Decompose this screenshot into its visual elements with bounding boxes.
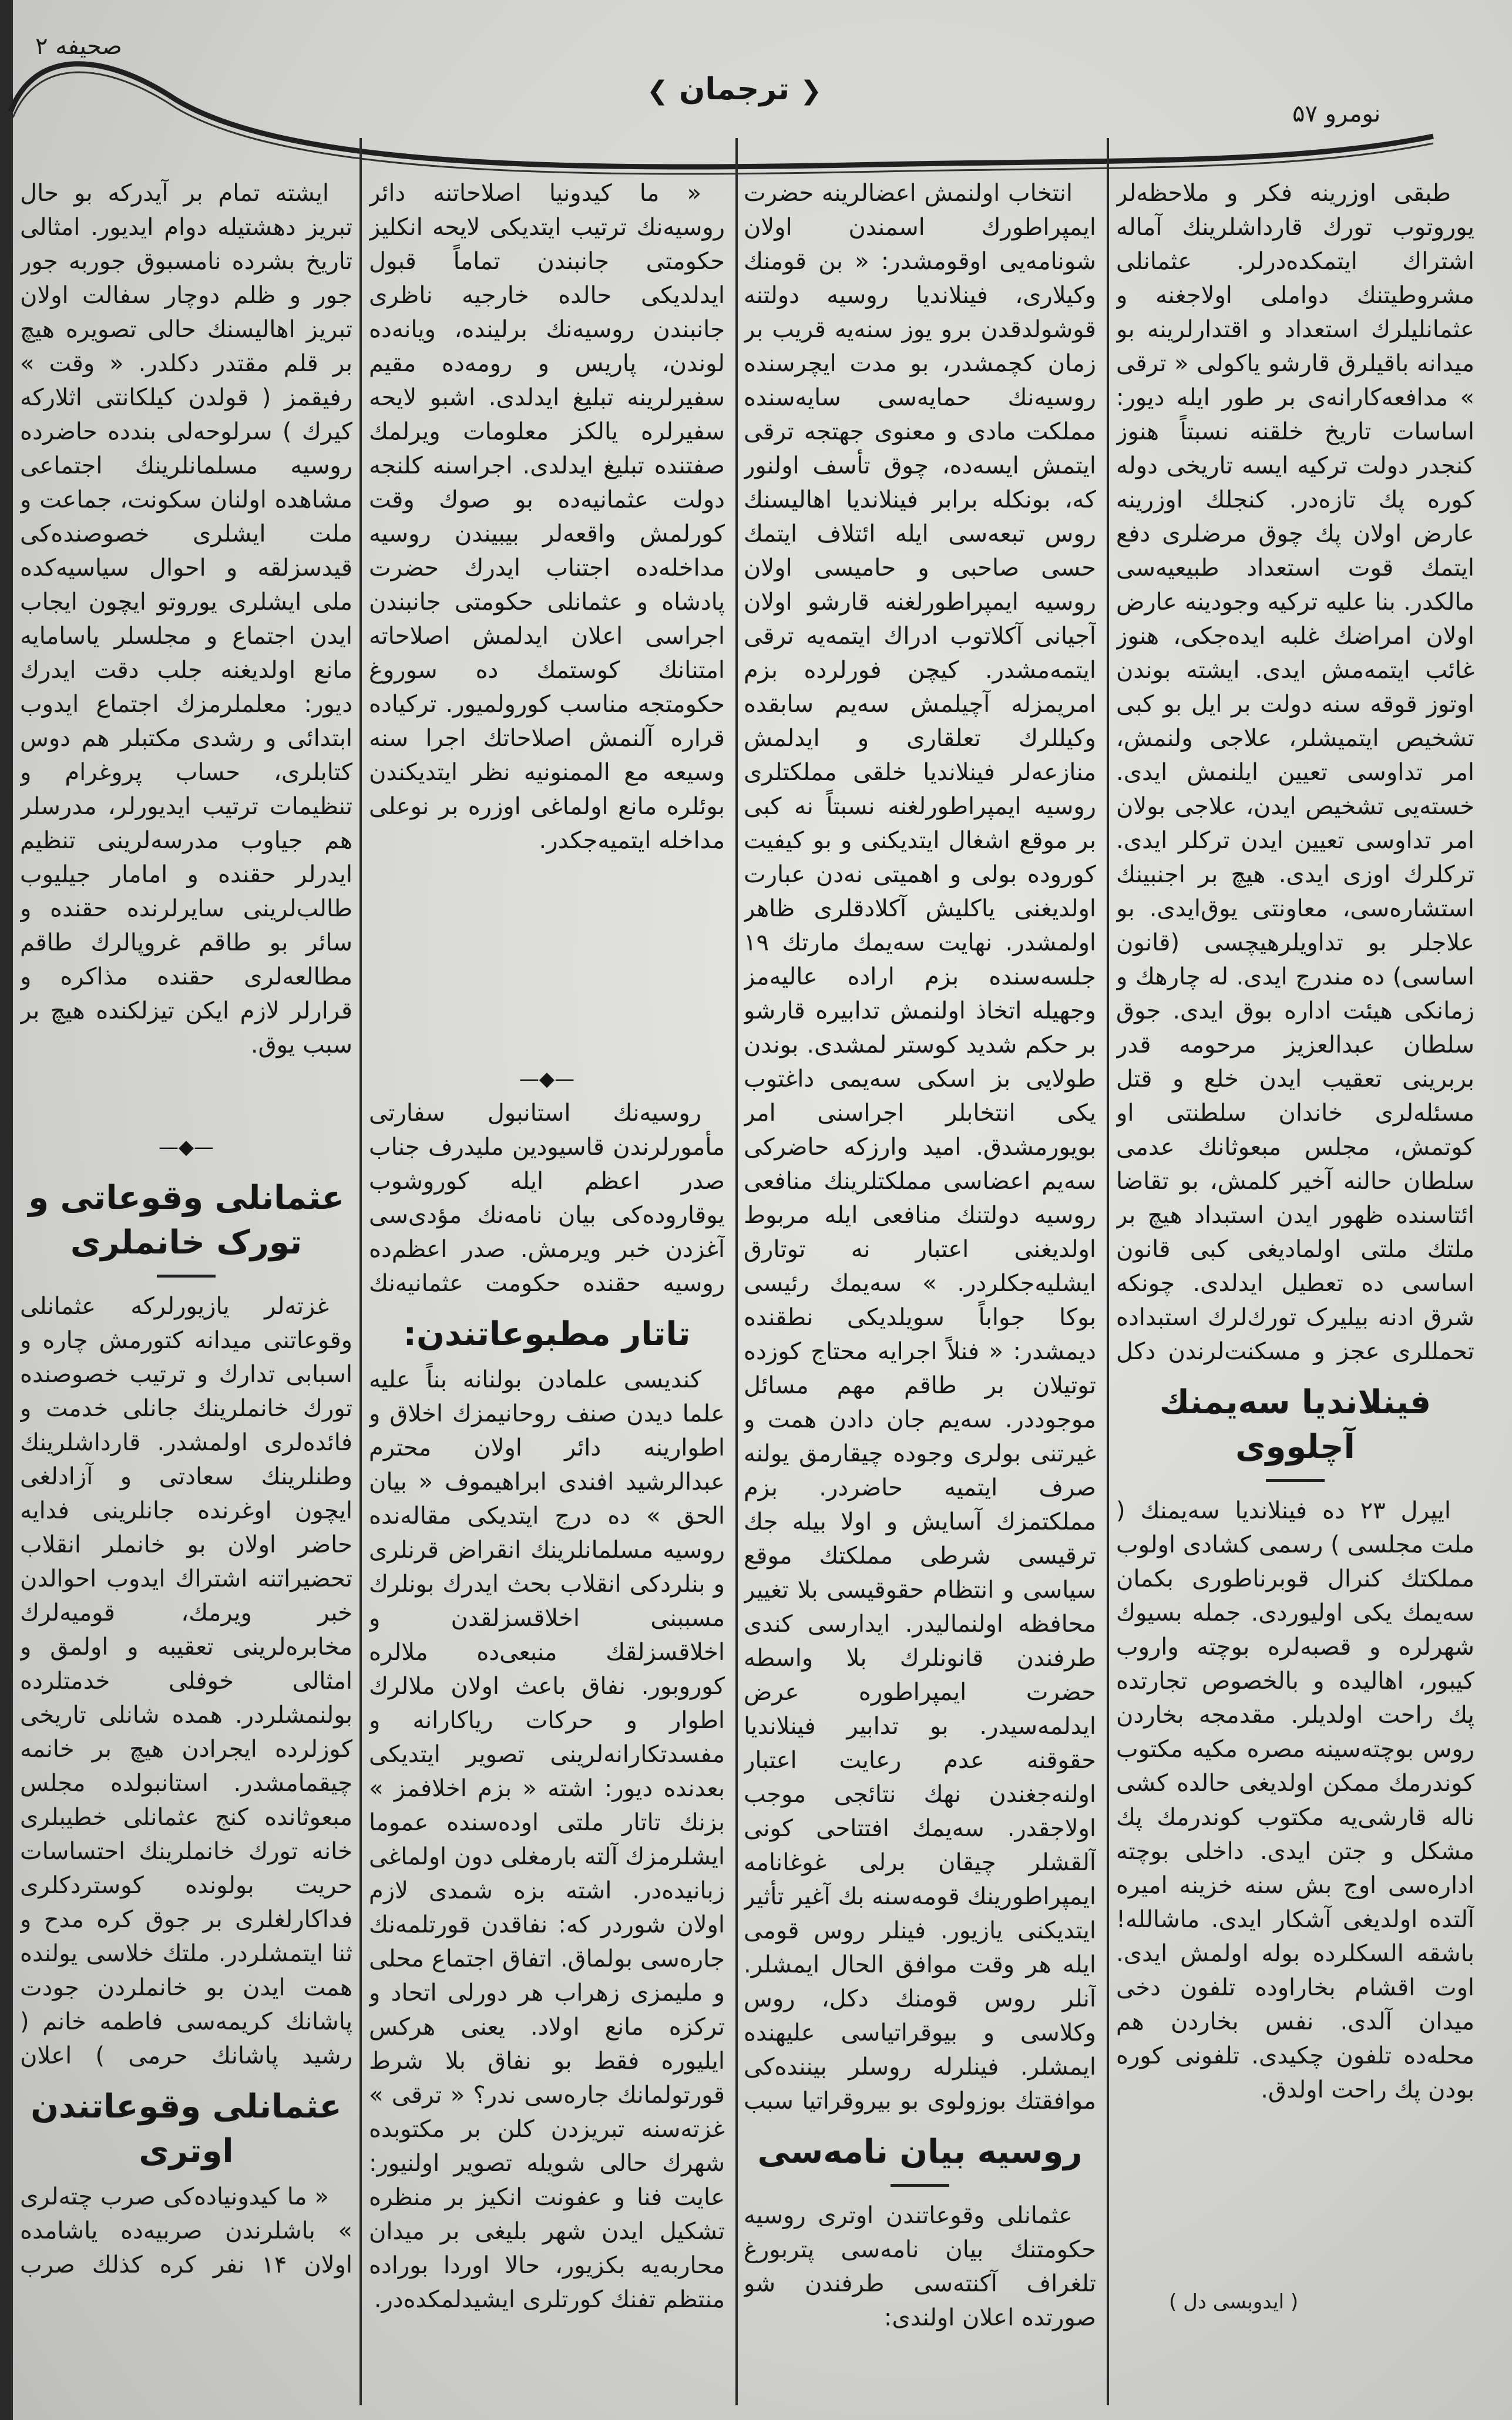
page-binding-edge xyxy=(0,0,13,2420)
paragraph: عثمانلی وقوعاتندن اوتری روسیه حکومتنك بیان نامه‌سی پتربورغ تلغراف آکنته‌سی طرفندن شو صورتده اعلان اولندی: xyxy=(744,2202,1096,2331)
headline-underline xyxy=(1266,1479,1325,1482)
article-body xyxy=(369,1096,725,1300)
article-body xyxy=(369,176,725,1062)
paragraph: کندیسی علمادن بولنانه بناً علیه علما دیدن صنف روحانیمزك اخلاق و اطوارینه دائر اولان محترم عبدالرشید افندی ابراهیموف « بیان الحق » ده درج ایتدیکی مقاله‌نده روسیه مسلمانلرینك انقراض قرنلری و بنلردکی انقلاب بحث ایدرك بونلرك مسببنی اخلاقسزلقدن و اخلاقسزلقك منبعی‌ده ملالره کوروبور. نفاق باعث اولان ملالرك اطوار و حرکات ریاکارانه و مفسدتکارانه‌لرینی تصویر ایتدیکی بعدنده دیور: اشته « بزم اخلافمز » بزنك تاتار ملتی اوده‌سنده عموما ایشلرمزك آلته بارمغلی دون اولماغی زبانیده‌در. اشته بزه شمدی لازم اولان شوردر که: نفاقدن قورتلمه‌نك جاره‌سی بولماق. اتفاق اجتماع محلی و ملیمزی زهراب هر دورلی اتحاد و ترکزه مانع اولاد. یعنی هرکس ایلیوره فقط بو نفاق بلا شرط قورتولمانك جاره‌سی ندر؟ « ترقی » غزته‌سنه تبریزدن کلن بر مکتوبده شهرك حالی شویله تصویر اولنیور: عایت فنا و عفونت انکیز بر منظره تشکیل ایدن شهر بلیغی بر میدان محاربه‌یه بکزیور، حالا اوردا بوراده منتظم تفنك کورتلری ایشیدلمکده‌در. xyxy=(369,1366,725,2313)
column-center-right xyxy=(744,176,1096,2335)
column-center-left xyxy=(369,176,725,2351)
article-body xyxy=(20,2180,352,2282)
headline-ottoman-events-turkish-women: عثمانلی وقوعاتی و تورک خانملری xyxy=(28,1179,344,1262)
paragraph: غزته‌لر یازیورلرکه عثمانلی وقوعاتنی میدانه کتورمش چاره و اسبابی تدارك و ترتیب خصوصنده تورك خانملرینك جانلی خدمت و فائده‌لری اولمشدر. قارداشلرینك وطنلرینك سعادتی و آزادلغی ایچون اوغرنده جانلرینی فدایه حاضر اولان بو خانملر انقلاب تحضیراتنه اشتراك ایدوب احوالدن خبر ویرمك، قومیه‌لرك مخابره‌لرینی تعقیبه و اولمق و امثالی خوفلی خدمتلرده بولنمشلردر. همده شانلی تاریخی کوزلرده ایجرادن هیچ بر خانمه چیقمامشدر. استانبولده مجلس مبعوثانده کنج عثمانلی خطیبلری خانه تورك خانملرینك احتساسات حریت بولونده کوستردکلری فداکارلغلری بر جوق کره مدح و ثنا ایتمشلردر. ملتك خلاسی یولنده همت ایدن بو خانملردن جودت پاشانك کریمه‌سی فاطمه خانم ( رشید پاشانك حرمی ) اعلان xyxy=(20,1293,352,2069)
column-divider xyxy=(359,138,362,2405)
paragraph: « ما کیدونیاده‌کی صرب چته‌لری » باشلرندن صربیه‌ده یاشامده اولان ۱۴ نفر کره کذلك صرب xyxy=(20,2183,352,2278)
issue-number: نومرو ۵۷ xyxy=(1292,100,1381,127)
section-separator-ornament: —◆— xyxy=(158,1135,214,1159)
article-body xyxy=(20,176,352,1130)
headline-ottoman-events-because: عثمانلی وقوعاتندن اوتری xyxy=(31,2088,342,2170)
article-body xyxy=(1116,176,1474,1369)
article-body xyxy=(744,176,1096,2118)
headline-underline xyxy=(157,1275,216,1278)
section-separator-ornament: —◆— xyxy=(519,1067,575,1091)
header-rule xyxy=(0,0,1512,176)
masthead-title: ترجمان xyxy=(678,72,790,107)
paragraph: ایشته تمام بر آیدرکه بو حال تبریز دهشتیله دوام ایدیور. امثالی تاریخ بشرده نامسبوق جوربه جور جور و ظلم دوچار سفالت اولان تبریز اهالیسنك حالی تصویره هیچ بر قلم مقتدر دکلدر. « وقت » رفیقمز ( قولدن کیلکانتی اثلارکه کیرك ) سرلوحه‌لی بندده حاضرده روسیه مسلمانلرینك اجتماعی مشاهده اولنان سکونت، جماعت و ملت ایشلری خصوصنده‌کی قیدسزلقه و احوال سیاسیه‌کده ملی ایشلری یوروتو ایچون ایجاب ایدن اجتماع و مجلسلر یاسامایه مانع اولدیغنه جلب دقت ایدرك دیور: معلملرمزك اجتماع ایدوب ابتدائی و رشدی مکتبلر هم دوس کتابلری، حساب پروغرام و تنظیمات ترتیب ایدیورلر، مدرسلر هم جیاوب مدرسه‌لرینی تنظیم ایدرلر حقنده و امامار جیلیوب طالب‌لرینی سایرلرنده حقنده و سائر بو طاقم غروپالرك طاقم مطالعه‌لری حقنده مذاکره و قرارلر لازم ایکن تیزلکنده هیچ بر سبب یوق. xyxy=(20,180,352,1058)
paragraph: انتخاب اولنمش اعضالرینه حضرت ایمپراطورك اسمندن اولان شونامه‌یی اوقومشدر: « بن قومنك وکیلاری، فینلاندیا روسیه دولتنه قوشولدقدن برو یوز سنه‌یه قریب بر زمان کچمشدر، بو مدت ایچرسنده روسیه‌نك حمایه‌سی سایه‌سنده مملکت مادی و معنوی جهتجه ترقی ایتمش ایسه‌ده، چوق تأسف اولنور که، بونکله برابر فینلاندیا اهالیسنك روس تبعه‌سی ایله ائتلاف ایتمك حسی صاحبی و حامیسی اولان روسیه ایمپراطورلغنه قارشو اولان آجیانی آکلاتوب ادراك ایتمه‌یه ترقی ایتمه‌مشدر. کیچن فورلرده بزم امریمزله آچیلمش سه‌یم سابقده وکیللرك تعلقاری و ایدلمش منازعه‌لر فینلاندیا خلقی مملکتلری روسیه ایمپراطورلغنه نسبتاً نه کبی بر موقع اشغال ایتدیکنی و بو کیفیت کوروده بولی و اهمیتی نه‌دن عبارت اولدیغنی یاکلیش آکلادقلری ظاهر اولمشدر. نهایت سه‌یمك مارتك ۱۹ جلسه‌سنده بزم اراده عالیه‌مز وجهیله اتخاذ اولنمش تدابیره قارشو بر حکم شدید کوستر لمشدی. بوندن طولایی بز اسکی سه‌یمی داغتوب یکی انتخابلر اجراسنی امر بویورمشدق. امید وارزکه حاضرکی سه‌یم اعضاسی مملکتلرینك منافعی روسیه دولتنك منافعی ایله مربوط اولدیغنی اعتبار نه توتارق ایشلیه‌جکلردر. » سه‌یمك رئیسی بوکا جواباً سویلدیکی نطقنده دیمشدر: « فنلاً اجرایه محتاج کوزده توتیلان بر طاقم مهم مسائل موجوددر. سه‌یم جان دادن همت و غیرتنی بولری وجوده چیقارمق یولنه صرف ایتمیه حاضردر. بزم مملکتمزك آسایش و اولا بیله جك ترقیسی شرطی مملکتك موقع سیاسی و انتظام حقوقیسی بلا تغییر محافظه اولنمالیدر. ایدارسی کندی طرفندن قانونلرك بلا واسطه حضرت ایمپراطوره عرض ایدلمه‌سیدر. بو تدابیر فینلاندیا حقوقنه عدم رعایت اعتبار اولنه‌جغندن نهك نتائجی موجب اولاجقدر. سه‌یمك افتتاحی کونی آلقشلر چیقان برلی غوغانامه ایمپراطورینك قومه‌سنه بك آغیر تأثیر ایتدیکنی یازیور. فینلر روس قومی ایله هر وقت موافق الحال ایمشلر. آنلر روس قومنك دکل، روس وکلاسی و بیوقراتیاسی علیهنده ایمشلر. فینلرله روسلر بیننده‌کی موافقتك بوزولوی بو بیروقراتیا سبب xyxy=(744,180,1096,2115)
page-number-label: صحیفه ۲ xyxy=(35,33,122,60)
article-body xyxy=(744,2199,1096,2335)
ornament-right-icon: ❯ xyxy=(646,76,668,106)
paragraph: « ما کیدونیا اصلاحاتنه دائر روسیه‌نك ترتیب ایتدیکی لایحه انکلیز حکومتی جانبندن تماماً قبول ایدلدیکی حالده خارجیه ناظری جانبندن روسیه‌نك برلینده، ویانه‌ده لوندن، پاریس و رومه‌ده مقیم سفیرلرینه تبلیغ ایدلدی. اشبو لایحه سفیرلره یالکز معلومات ویرلمك صفتنده تبلیغ ایدلدی. اجراسنه کلنجه دولت عثمانیه‌ده بو صوك وقت کورلمش واقعه‌لر بیبیندن روسیه مداخله‌ده اجتناب ایدرك حضرت پادشاه و عثمانلی حکومتی جانبندن اجراسی اعلان ایدلمش اصلاحاته امتنانك کوستمك ده سوروغ حکومتجه مناسب کورولمیور. ترکیاده قراره آلنمش اصلاحاتك اجرا سنه وسیعه مع الممنونیه نظر ایتدیکندن بوئلره مانع اولماغی اوزره بر نوعلی مداخله ایتمیه‌جکدر. xyxy=(369,180,725,854)
column-divider xyxy=(735,138,738,2405)
headline-finland-sejm: فینلاندیا سه‌یمنك آچلووی xyxy=(1159,1383,1432,1466)
paragraph: روسیه‌نك استانبول سفارتی مأمورلرندن قاسیودین ملیدرف جناب صدر اعظم ایله کوروشوب یوقاروده‌کی بیان نامه‌نك مؤدی‌سی آغزدن خبر ویرمش. صدر اعظم‌ده روسیه حقنده حکومت عثمانیه‌نك xyxy=(369,1100,725,1297)
headline-underline xyxy=(891,2184,949,2187)
article-body xyxy=(369,1363,725,2351)
article-body xyxy=(1116,1494,1474,2277)
paragraph: ایپرل ۲۳ ده فینلاندیا سه‌یمنك ( ملت مجلسی ) رسمی کشادی اولوب مملکتك کنرال قوبرناطوری بکمان سه‌یمك یکی اولیوردی. جمله بسیوك شهرلره و قصبه‌لره بوچته واروب کیبور، اهالیده و بالخصوص تجارتده پك راحت اولدیلر. مقدمجه بخاردن روس بوچته‌سینه مصره مکیه مکتوب کوندرمك ممکن اولدیغی حالده کشی ناله قارشی‌یه مکتوب کوندرمك پك مشکل و جتن ایدی. داخلی بوچته اداره‌سی اوج بش سنه خزینه امیره آلتده اولدیغی آشکار ایدی. ماشالله! باشقه السکلرده بوله اولمش ایدی. اوت اقشام بخاراوده تلفون دخی میدان آلدی. نفس بخاردن هم محله‌ده تلفون چکیدی. تلفونی کوره بودن پك راحت اولدق. xyxy=(1116,1497,1474,2103)
ornament-left-icon: ❮ xyxy=(800,76,822,106)
column-divider xyxy=(1107,138,1109,2405)
article-signature: ( ایدوبسی دل ) xyxy=(1169,2290,1299,2314)
column-left xyxy=(20,176,352,2282)
headline-tatar-press: تاتار مطبوعاتندن: xyxy=(403,1315,691,1353)
column-right xyxy=(1116,176,1474,2315)
headline-russia-declaration: روسیه بیان نامه‌سی xyxy=(757,2133,1083,2171)
article-body xyxy=(20,1289,352,2073)
paragraph: طبقی اوزرینه فکر و ملاحظه‌لر یوروتوب تورك قارداشلرینك آماله اشتراك ایتمکده‌درلر. عثمانلی مشروطیتنك دواملی اولاجغنه و عثمانلیلرك استعداد و اقتدارلرینه بو میدانه باقیلرق قارشو یاکولی « ترقی » مدافعه‌کارانه‌ی بر طور ایله دیور: اساسات تاریخ خلقنه نسبتاً هنوز کنجدر دولت ترکیه ایسه تاریخی دوله کوره پك تازه‌در. کنجلك اوزرینه عارض اولان پك چوق مرضلری دفع ایتمك قوت استعداد طبیعیه‌سی مالکدر. بنا علیه ترکیه وجودینه عارض اولان امراضك غلبه ایده‌جکی، هنوز غائب ایتمه‌مش ایدی. ایشته بوندن اوتوز قوقه سنه دولت بر ایل بو کبی تشخیص ایتمیشلر، علاجی ولنمش، امر تداوسی تعیین ایلنمش ایدی. خسته‌یی تشخیص ایدن، علاجی بولان امر تداوسی تعیین ایدن ترکلر ایدی. ترکلرك اوزی ایدی. هیچ بر اجنبینك استشاره‌سی، معاونتی یوق‌ایدی. بو علاجلر بو تداویلرهیچسی (قانون اساسی) ده مندرج ایدی. له چارهك و زمانکی هیئت اداره بوق ایدی. جوق سلطان عبدالعزیز مرحومه قدر بربرینی تعقیب ایدن خلع و قتل مسئله‌لری خاندان سلطنتی او کوتمش، مجلس مبعوثانك عدمی سلطان حالنه آخیر کلمش، بو تقاضا ائتاسنده ظهور ایدن استبداد هیچ بر ملتك ملتی اولمادیغی کبی قانون اساسی ده تعطیل ایدلدی. چونکه شرق ادنه بیلیرک تورك‌لرك استبداده تحمللری عجز و مسکنت‌لرندن دکل xyxy=(1116,180,1474,1365)
